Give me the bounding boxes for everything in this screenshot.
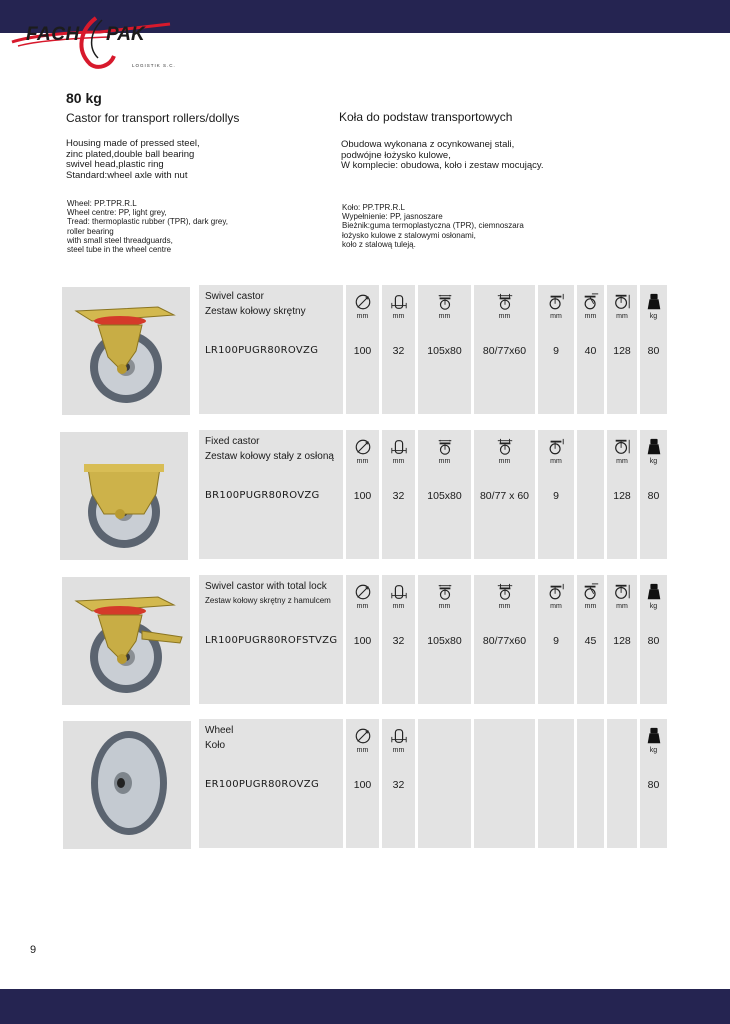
housing-description-en: Housing made of pressed steel, zinc plated,double ball bearing swivel head,plastic ring Standard:wheel axle with nut [66,138,200,181]
spec-value: 80/77 x 60 [479,490,530,502]
product-code: LR100PUGR80ROVZG [205,345,319,356]
logo-subtitle: LOGISTIK S.C. [132,63,176,68]
spec-value: 80/77x60 [482,635,527,647]
spec-value: 128 [613,490,631,502]
unit-label: mm [616,458,628,465]
product-photo [62,577,190,705]
spec-value: 40 [584,345,597,357]
spec-value: 32 [392,345,405,357]
unit-label: mm [438,603,451,610]
housing-description-pl: Obudowa wykonana z ocynkowanej stali, podwójne łożysko kulowe, W komplecie: obudowa, koło i zestaw mocujący. [341,139,544,171]
spec-cell [474,719,535,848]
spec-value: 32 [392,779,405,791]
spec-cell [538,719,574,848]
unit-label: kg [649,603,658,610]
unit-label: mm [392,313,405,320]
page-number: 9 [30,944,37,956]
spec-value: 80 [647,345,660,357]
product-photo [62,287,190,415]
spec-value: 32 [392,635,405,647]
title-english: Castor for transport rollers/dollys [66,111,240,125]
logo-text-fach: FACH [26,24,80,45]
unit-label: kg [649,313,658,320]
bottom-bar [0,989,730,1024]
product-code: ER100PUGR80ROVZG [205,779,320,790]
product-name-pl: Koło [205,740,226,751]
unit-label: mm [438,313,451,320]
product-name-en: Swivel castor [205,291,264,302]
unit-label: mm [616,603,628,610]
unit-label: mm [392,747,405,754]
spec-cell [418,719,471,848]
unit-label: mm [584,313,597,320]
product-name-pl: Zestaw kołowy skrętny [205,306,306,317]
unit-label: mm [584,603,597,610]
product-photo [63,721,191,849]
spec-value: 9 [553,635,559,647]
spec-value: 9 [553,490,559,502]
load-capacity-heading: 80 kg [66,90,102,106]
unit-label: mm [550,603,562,610]
unit-label: mm [438,458,451,465]
spec-cell [577,719,604,848]
title-polish: Koła do podstaw transportowych [339,110,513,124]
wheel-description-en: Wheel: PP.TPR.R.L Wheel centre: PP, light grey, Tread: thermoplastic rubber (TPR), dark grey, roller bearing with small steel threadguards, steel tube in the wheel centre [67,199,228,255]
unit-label: mm [498,603,511,610]
unit-label: mm [550,313,562,320]
product-name-pl: Zestaw kołowy skrętny z hamulcem [205,596,331,605]
unit-label: mm [616,313,628,320]
product-name-en: Fixed castor [205,436,260,447]
unit-label: kg [649,458,658,465]
spec-value: 128 [613,635,631,647]
spec-value: 9 [553,345,559,357]
spec-value: 105x80 [427,635,462,647]
unit-label: mm [550,458,562,465]
spec-value: 80 [647,779,660,791]
unit-label: mm [356,458,369,465]
logo-text-pak: PAK [106,24,145,45]
company-logo [10,10,180,72]
spec-value: 128 [613,345,631,357]
product-name-en: Swivel castor with total lock [205,581,327,592]
spec-value: 100 [353,345,372,357]
unit-label: kg [649,747,658,754]
spec-value: 100 [353,635,372,647]
unit-label: mm [498,458,511,465]
unit-label: mm [392,603,405,610]
spec-cell [607,719,637,848]
unit-label: mm [356,747,369,754]
product-photo [60,432,188,560]
product-code: LR100PUGR80ROFSTVZG [205,635,338,646]
unit-label: mm [498,313,511,320]
spec-cell [577,430,604,559]
product-name-pl: Zestaw kołowy stały z osłoną [205,451,334,462]
spec-value: 80 [647,490,660,502]
unit-label: mm [356,603,369,610]
product-name-en: Wheel [205,725,234,736]
spec-value: 105x80 [427,345,462,357]
spec-value: 100 [353,779,372,791]
spec-value: 45 [584,635,597,647]
wheel-description-pl: Koło: PP.TPR.R.L Wypełnienie: PP, jasnoszare Bieżnik:guma termoplastyczna (TPR), ciemnoszara łożysko kulowe z stalowymi osłonami, koło z stalową tuleją. [342,203,524,249]
spec-value: 80/77x60 [482,345,527,357]
spec-value: 100 [353,490,372,502]
product-code: BR100PUGR80ROVZG [205,490,320,501]
spec-value: 105x80 [427,490,462,502]
spec-value: 32 [392,490,405,502]
unit-label: mm [356,313,369,320]
unit-label: mm [392,458,405,465]
spec-value: 80 [647,635,660,647]
